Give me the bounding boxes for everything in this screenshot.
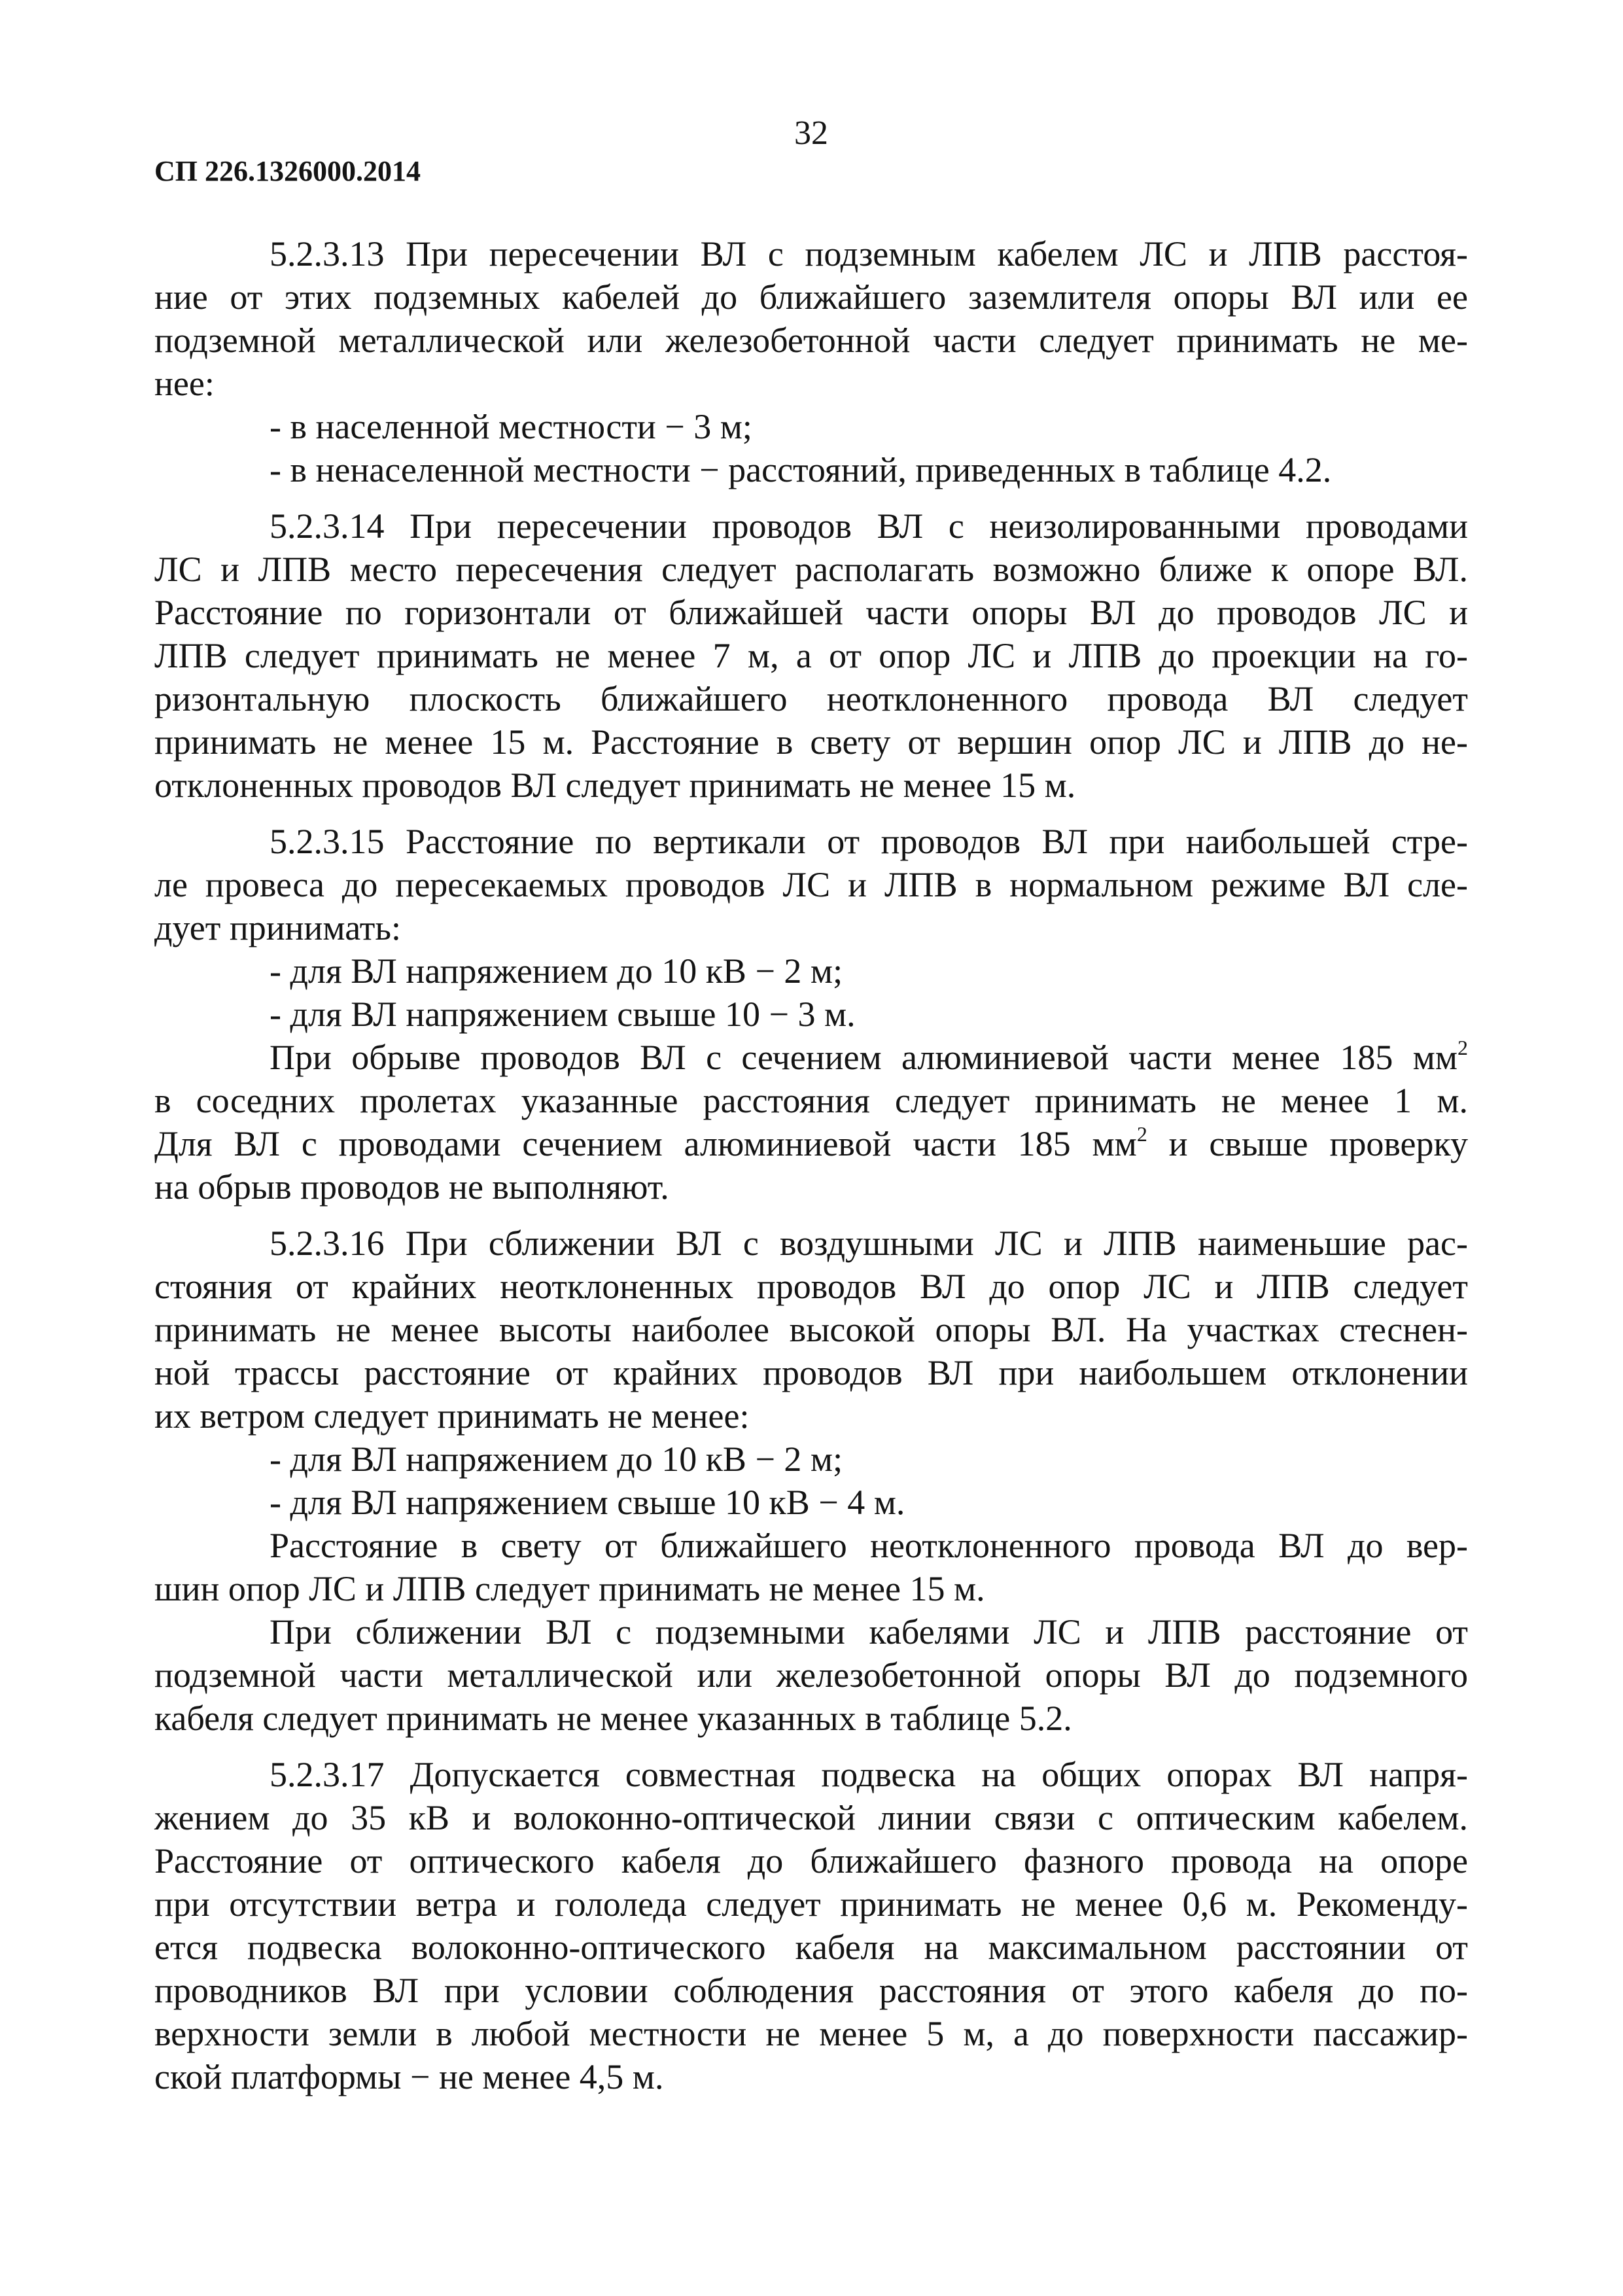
list-item: - для ВЛ напряжением до 10 кВ − 2 м; [270,951,843,991]
text-line [154,1036,1468,1079]
text-line: при отсутствии ветра и гололеда следует принимать не менее 0,6 м. Рекоменду- [154,1884,1468,1924]
text-line: 5.2.3.14 При пересечении проводов ВЛ с неизолированными проводами [270,506,1468,546]
superscript: 2 [1457,1036,1468,1059]
text-line: кабеля следует принимать не менее указанных в таблице 5.2. [154,1699,1072,1738]
text-line: Расстояние по горизонтали от ближайшей части опоры ВЛ до проводов ЛС и [154,593,1468,632]
clause-5-2-3-16 [154,1222,1468,1740]
text-line: принимать не менее высоты наиболее высокой опоры ВЛ. На участках стеснен- [154,1310,1468,1349]
list-item: - в ненаселенной местности − расстояний, приведенных в таблице 4.2. [270,450,1332,489]
text-line: их ветром следует принимать не менее: [154,1396,750,1436]
document-body [154,232,1468,2111]
text-line: Расстояние от оптического кабеля до ближайшего фазного провода на опоре [154,1841,1468,1881]
text-line: проводников ВЛ при условии соблюдения расстояния от этого кабеля до по- [154,1971,1468,2010]
text-line: дует принимать: [154,908,402,947]
text-line: подземной металлической или железобетонной части следует принимать не ме- [154,321,1468,360]
text-line: подземной части металлической или железобетонной опоры ВЛ до подземного [154,1655,1468,1695]
text-line: жением до 35 кВ и волоконно-оптической линии связи с оптическим кабелем. [154,1798,1468,1837]
text-line: 5.2.3.15 Расстояние по вертикали от проводов ВЛ при наибольшей стре- [270,822,1468,861]
list-item: - в населенной местности − 3 м; [270,407,752,446]
text-line: ЛС и ЛПВ место пересечения следует располагать возможно ближе к опоре ВЛ. [154,550,1468,589]
text-line: ризонтальную плоскость ближайшего неотклоненного провода ВЛ следует [154,679,1468,718]
text-line: принимать не менее 15 м. Расстояние в свету от вершин опор ЛС и ЛПВ до не- [154,722,1468,762]
text-fragment: Для ВЛ с проводами сечением алюминиевой части 185 мм [154,1124,1137,1163]
text-line: При сближении ВЛ с подземными кабелями ЛС и ЛПВ расстояние от [270,1612,1468,1651]
text-line: 5.2.3.16 При сближении ВЛ с воздушными ЛС и ЛПВ наименьшие рас- [270,1224,1468,1263]
clause-5-2-3-17 [154,1753,1468,2098]
text-line: 5.2.3.17 Допускается совместная подвеска на общих опорах ВЛ напря- [270,1755,1468,1794]
text-line: стояния от крайних неотклоненных проводов ВЛ до опор ЛС и ЛПВ следует [154,1267,1468,1306]
list-item: - для ВЛ напряжением свыше 10 кВ − 4 м. [270,1483,905,1522]
list-item: - для ВЛ напряжением свыше 10 − 3 м. [270,995,856,1034]
clause-5-2-3-13 [154,232,1468,491]
text-line: ской платформы − не менее 4,5 м. [154,2057,664,2096]
text-line: отклоненных проводов ВЛ следует принимать не менее 15 м. [154,766,1076,805]
text-fragment: При обрыве проводов ВЛ с сечением алюминиевой части менее 185 мм [270,1038,1457,1077]
text-line: шин опор ЛС и ЛПВ следует принимать не менее 15 м. [154,1569,985,1608]
text-line: верхности земли в любой местности не менее 5 м, а до поверхности пассажир- [154,2014,1468,2053]
text-line: в соседних пролетах указанные расстояния следует принимать не менее 1 м. [154,1081,1468,1120]
text-fragment: и свыше проверку [1147,1124,1468,1163]
text-line: Расстояние в свету от ближайшего неотклоненного провода ВЛ до вер- [270,1526,1468,1565]
text-line: 5.2.3.13 При пересечении ВЛ с подземным кабелем ЛС и ЛПВ расстоя- [270,234,1468,274]
clause-5-2-3-14 [154,504,1468,807]
list-item: - для ВЛ напряжением до 10 кВ − 2 м; [270,1439,843,1479]
page-number: 32 [794,115,828,152]
clause-5-2-3-15 [154,820,1468,1209]
text-line [154,1122,1468,1165]
text-line: ние от этих подземных кабелей до ближайшего заземлителя опоры ВЛ или ее [154,277,1468,317]
text-line: ле провеса до пересекаемых проводов ЛС и ЛПВ в нормальном режиме ВЛ сле- [154,865,1468,904]
text-line: ной трассы расстояние от крайних проводов ВЛ при наибольшем отклонении [154,1353,1468,1392]
superscript: 2 [1136,1122,1147,1146]
document-code: СП 226.1326000.2014 [154,155,421,187]
text-line: на обрыв проводов не выполняют. [154,1167,669,1207]
text-line: ется подвеска волоконно-оптического кабеля на максимальном расстоянии от [154,1928,1468,1967]
text-line: ЛПВ следует принимать не менее 7 м, а от опор ЛС и ЛПВ до проекции на го- [154,636,1468,675]
text-line: нее: [154,364,215,403]
